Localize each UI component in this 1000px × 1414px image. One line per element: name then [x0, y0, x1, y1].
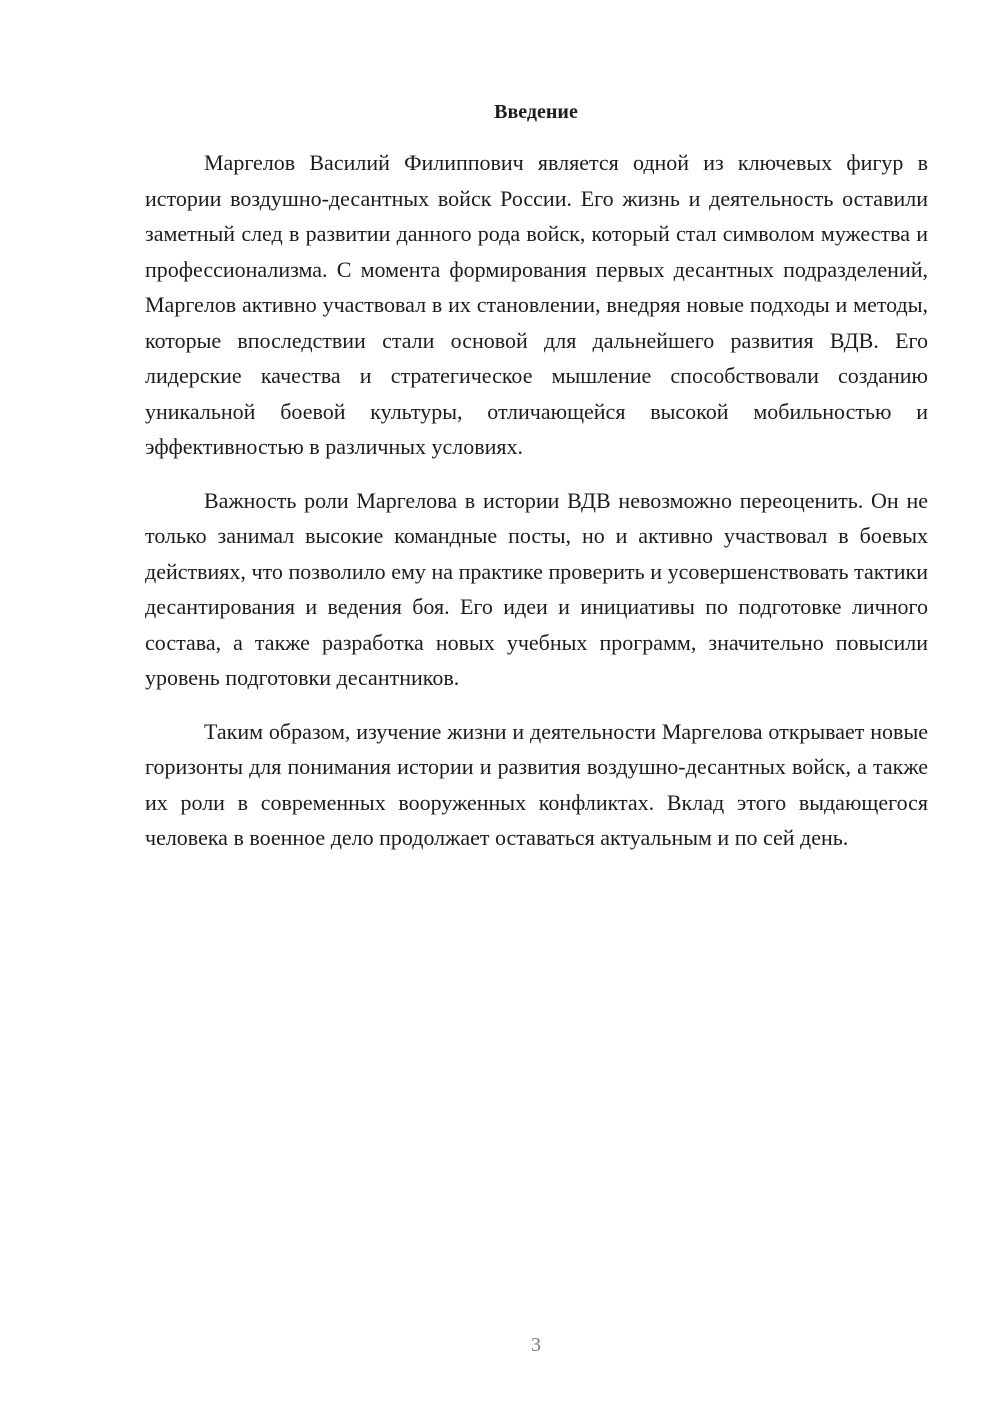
page-number: 3	[531, 1334, 541, 1356]
paragraph-2: Важность роли Маргелова в истории ВДВ невозможно переоценить. Он не только занимал высокие командные посты, но и активно участвовал в боевых действиях, что позволило ему на практике проверить и усовершенствовать тактики десантирования и ведения боя. Его идеи и инициативы по подготовке личного состава, а также разработка новых учебных программ, значительно повысили уровень подготовки десантников.	[145, 487, 928, 690]
paragraph-3: Таким образом, изучение жизни и деятельности Маргелова открывает новые горизонты для понимания истории и развития воздушно-десантных войск, а также их роли в современных вооруженных конфликтах. Вклад этого выдающегося человека в военное дело продолжает оставаться актуальным и по сей день.	[145, 718, 928, 850]
paragraph-1: Маргелов Василий Филиппович является одной из ключевых фигур в истории воздушно-десантных войск России. Его жизнь и деятельность оставили заметный след в развитии данного рода войск, который стал символом мужества и профессионализма. С момента формирования первых десантных подразделений, Маргелов активно участвовал в их становлении, внедряя новые подходы и методы, которые впоследствии стали основой для дальнейшего развития ВДВ. Его лидерские качества и стратегическое мышление способствовали созданию уникальной боевой культуры, отличающейся высокой мобильностью и эффективностью в различных условиях.	[145, 150, 928, 459]
page-title: Введение	[494, 101, 578, 123]
document-body	[145, 145, 928, 874]
